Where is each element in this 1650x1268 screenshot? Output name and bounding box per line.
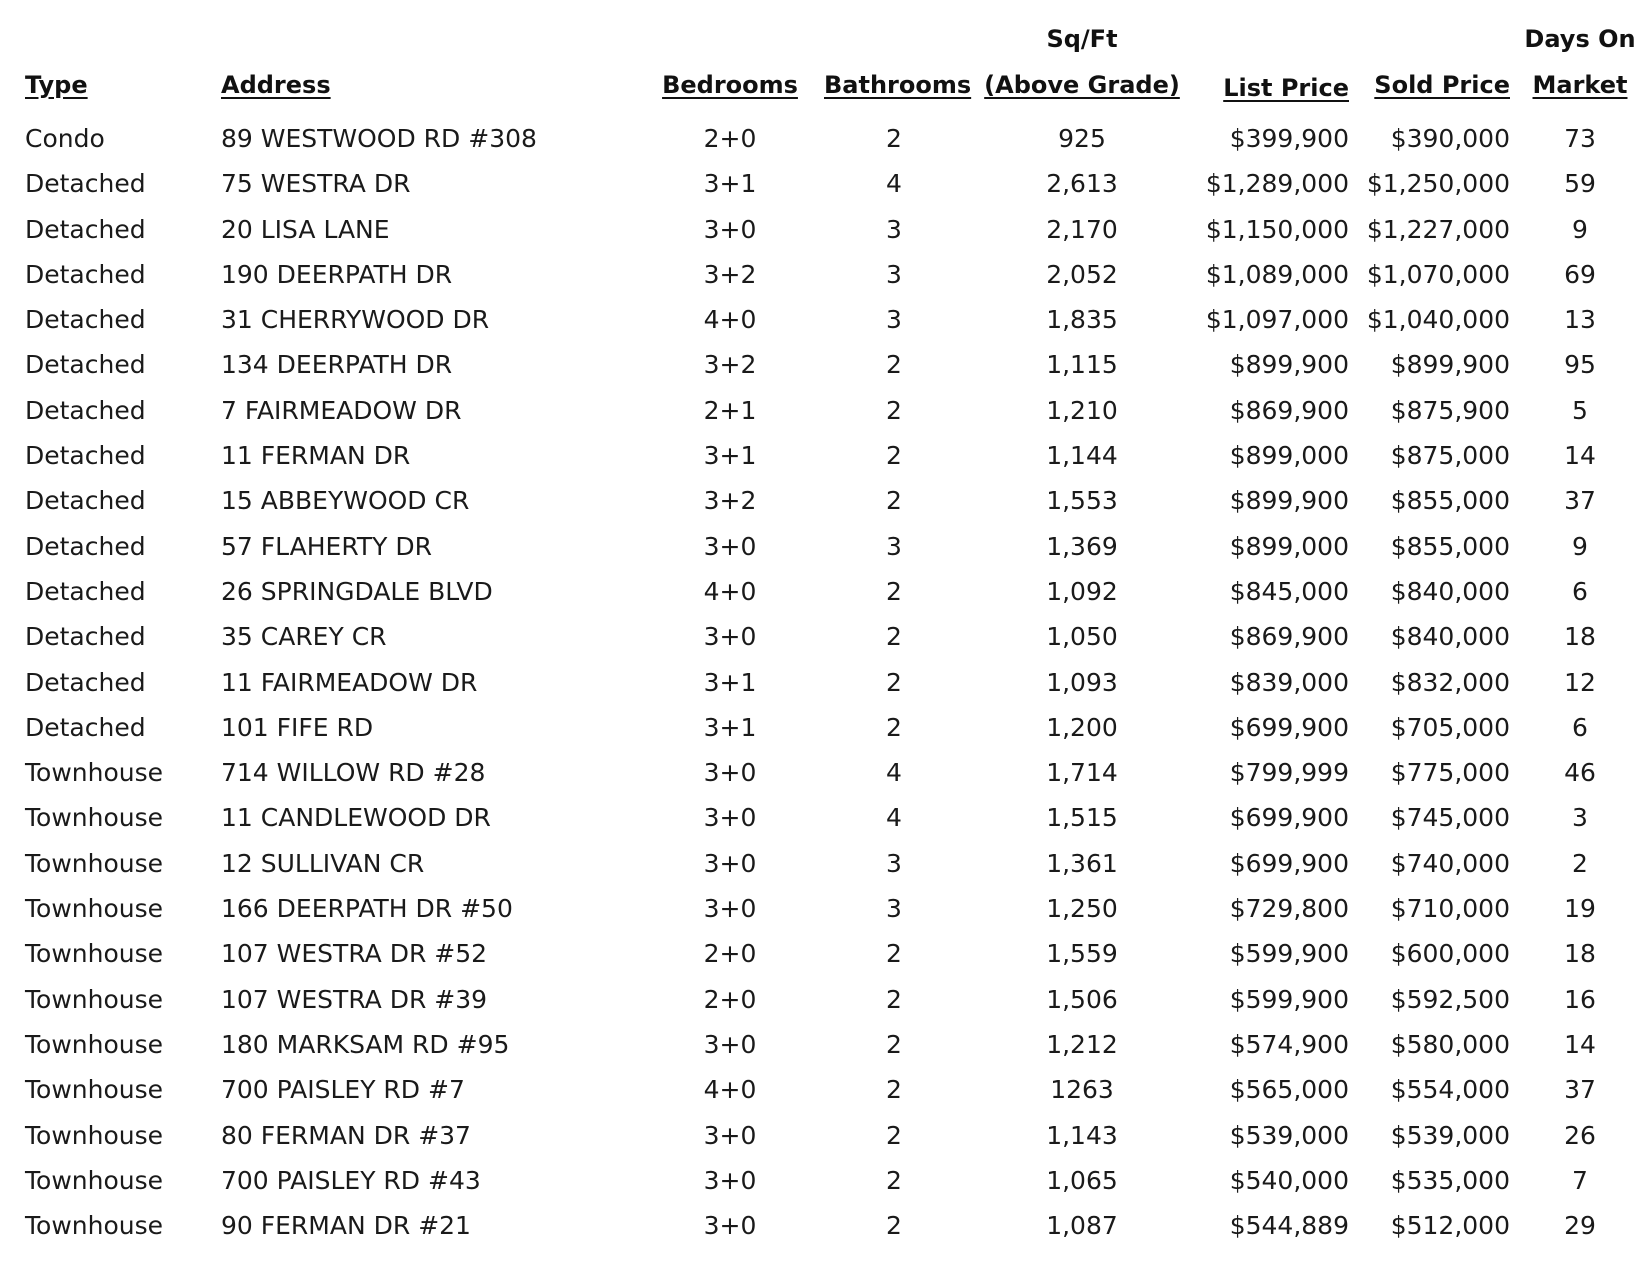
- table-row: [0, 116, 1650, 161]
- cell-address: 11 CANDLEWOOD DR: [221, 803, 491, 833]
- table-row: [0, 297, 1650, 342]
- cell-bedrooms: 3+0: [703, 848, 757, 878]
- cell-bathrooms: 4: [886, 169, 902, 199]
- cell-sqft: 1,210: [1046, 395, 1118, 425]
- cell-type: Detached: [25, 576, 146, 606]
- cell-type: Townhouse: [25, 894, 164, 924]
- cell-bedrooms: 4+0: [703, 576, 757, 606]
- cell-type: Townhouse: [25, 1075, 164, 1105]
- cell-type: Townhouse: [25, 1211, 164, 1241]
- header-dom-bottom: Market: [1532, 71, 1628, 99]
- cell-days-on-market: 59: [1564, 169, 1596, 199]
- cell-sold-price: $899,900: [1390, 350, 1510, 380]
- cell-days-on-market: 26: [1564, 1120, 1596, 1150]
- cell-sqft: 1,093: [1046, 667, 1118, 697]
- cell-sold-price: $535,000: [1390, 1165, 1510, 1195]
- cell-bathrooms: 2: [886, 667, 902, 697]
- cell-type: Townhouse: [25, 848, 164, 878]
- cell-days-on-market: 9: [1572, 531, 1588, 561]
- cell-sqft: 1,559: [1046, 939, 1118, 969]
- cell-bathrooms: 2: [886, 124, 902, 153]
- cell-sqft: 1263: [1050, 1075, 1114, 1105]
- cell-address: 89 WESTWOOD RD #308: [221, 124, 537, 153]
- cell-address: 90 FERMAN DR #21: [221, 1211, 471, 1241]
- table-row: [0, 1067, 1650, 1112]
- table-row: [0, 161, 1650, 206]
- cell-bedrooms: 3+1: [703, 441, 757, 471]
- cell-sqft: 1,200: [1046, 712, 1118, 742]
- cell-bathrooms: 3: [886, 259, 902, 289]
- cell-days-on-market: 37: [1564, 1075, 1596, 1105]
- cell-list-price: $699,900: [1229, 848, 1349, 878]
- cell-address: 101 FIFE RD: [221, 712, 374, 742]
- table-row: [0, 841, 1650, 886]
- cell-days-on-market: 46: [1564, 758, 1596, 788]
- table-row: [0, 252, 1650, 297]
- cell-sold-price: $775,000: [1390, 758, 1510, 788]
- cell-bedrooms: 2+0: [703, 984, 757, 1014]
- cell-sqft: 1,369: [1046, 531, 1118, 561]
- cell-bathrooms: 2: [886, 486, 902, 516]
- cell-bedrooms: 3+0: [703, 1120, 757, 1150]
- header-sold-price: Sold Price: [1374, 71, 1510, 99]
- cell-list-price: $729,800: [1229, 894, 1349, 924]
- cell-type: Detached: [25, 712, 146, 742]
- cell-sqft: 1,515: [1046, 803, 1118, 833]
- cell-list-price: $544,889: [1229, 1211, 1349, 1241]
- cell-type: Detached: [25, 305, 146, 335]
- cell-bathrooms: 3: [886, 305, 902, 335]
- cell-bathrooms: 3: [886, 894, 902, 924]
- table-row: [0, 1113, 1650, 1158]
- cell-days-on-market: 6: [1572, 576, 1588, 606]
- cell-list-price: $599,900: [1229, 984, 1349, 1014]
- cell-list-price: $540,000: [1229, 1165, 1349, 1195]
- cell-type: Detached: [25, 486, 146, 516]
- cell-address: 714 WILLOW RD #28: [221, 758, 486, 788]
- cell-bedrooms: 3+1: [703, 712, 757, 742]
- cell-days-on-market: 9: [1572, 214, 1588, 244]
- cell-type: Detached: [25, 531, 146, 561]
- cell-list-price: $899,900: [1229, 350, 1349, 380]
- cell-bedrooms: 2+0: [703, 939, 757, 969]
- cell-sqft: 1,714: [1046, 758, 1118, 788]
- cell-list-price: $869,900: [1229, 622, 1349, 652]
- cell-bedrooms: 3+2: [703, 486, 757, 516]
- table-row: [0, 977, 1650, 1022]
- cell-sold-price: $1,227,000: [1366, 214, 1510, 244]
- cell-sqft: 1,050: [1046, 622, 1118, 652]
- cell-bedrooms: 4+0: [703, 1075, 757, 1105]
- cell-sold-price: $580,000: [1390, 1029, 1510, 1059]
- cell-sold-price: $705,000: [1390, 712, 1510, 742]
- table-row: [0, 433, 1650, 478]
- cell-bedrooms: 2+0: [703, 124, 757, 153]
- cell-address: 107 WESTRA DR #39: [221, 984, 488, 1014]
- cell-days-on-market: 3: [1572, 803, 1588, 833]
- cell-list-price: $899,000: [1229, 441, 1349, 471]
- cell-days-on-market: 13: [1564, 305, 1596, 335]
- cell-bedrooms: 3+0: [703, 214, 757, 244]
- table-row: [0, 207, 1650, 252]
- cell-sqft: 1,506: [1046, 984, 1118, 1014]
- cell-type: Detached: [25, 214, 146, 244]
- table-row: [0, 569, 1650, 614]
- cell-sqft: 1,115: [1046, 350, 1118, 380]
- header-sqft-top: Sq/Ft: [1046, 25, 1118, 53]
- cell-list-price: $839,000: [1229, 667, 1349, 697]
- cell-sqft: 1,835: [1046, 305, 1118, 335]
- cell-days-on-market: 18: [1564, 622, 1596, 652]
- cell-address: 26 SPRINGDALE BLVD: [221, 576, 493, 606]
- table-row: [0, 705, 1650, 750]
- cell-sold-price: $832,000: [1390, 667, 1510, 697]
- cell-sold-price: $855,000: [1390, 531, 1510, 561]
- table-row: [0, 660, 1650, 705]
- cell-bedrooms: 3+0: [703, 894, 757, 924]
- cell-days-on-market: 18: [1564, 939, 1596, 969]
- cell-bathrooms: 3: [886, 531, 902, 561]
- table-row: [0, 388, 1650, 433]
- cell-sqft: 1,144: [1046, 441, 1118, 471]
- cell-address: 20 LISA LANE: [221, 214, 390, 244]
- cell-type: Detached: [25, 169, 146, 199]
- cell-bedrooms: 3+0: [703, 531, 757, 561]
- cell-bathrooms: 2: [886, 1165, 902, 1195]
- cell-days-on-market: 7: [1572, 1165, 1588, 1195]
- cell-address: 75 WESTRA DR: [221, 169, 411, 199]
- cell-days-on-market: 14: [1564, 1029, 1596, 1059]
- cell-sold-price: $840,000: [1390, 576, 1510, 606]
- cell-days-on-market: 95: [1564, 350, 1596, 380]
- cell-days-on-market: 19: [1564, 894, 1596, 924]
- table-row: [0, 524, 1650, 569]
- cell-bathrooms: 2: [886, 350, 902, 380]
- cell-list-price: $1,289,000: [1205, 169, 1349, 199]
- cell-type: Detached: [25, 395, 146, 425]
- header-address: Address: [221, 71, 331, 99]
- cell-days-on-market: 73: [1564, 124, 1596, 153]
- cell-days-on-market: 16: [1564, 984, 1596, 1014]
- cell-bathrooms: 3: [886, 214, 902, 244]
- cell-list-price: $899,900: [1229, 486, 1349, 516]
- cell-type: Condo: [25, 124, 105, 153]
- cell-days-on-market: 29: [1564, 1211, 1596, 1241]
- header-bathrooms: Bathrooms: [824, 71, 972, 99]
- cell-address: 107 WESTRA DR #52: [221, 939, 488, 969]
- cell-sqft: 1,250: [1046, 894, 1118, 924]
- cell-bedrooms: 3+0: [703, 1165, 757, 1195]
- table-row: [0, 1203, 1650, 1248]
- cell-bedrooms: 2+1: [703, 395, 757, 425]
- cell-address: 134 DEERPATH DR: [221, 350, 453, 380]
- cell-list-price: $699,900: [1229, 712, 1349, 742]
- cell-bathrooms: 2: [886, 1029, 902, 1059]
- table-row: [0, 342, 1650, 387]
- cell-address: 11 FAIRMEADOW DR: [221, 667, 478, 697]
- cell-sqft: 2,613: [1046, 169, 1118, 199]
- cell-sold-price: $592,500: [1390, 984, 1510, 1014]
- cell-list-price: $539,000: [1229, 1120, 1349, 1150]
- cell-list-price: $1,097,000: [1205, 305, 1349, 335]
- cell-bedrooms: 3+0: [703, 803, 757, 833]
- cell-sold-price: $745,000: [1390, 803, 1510, 833]
- cell-list-price: $565,000: [1229, 1075, 1349, 1105]
- cell-list-price: $1,089,000: [1205, 259, 1349, 289]
- cell-bathrooms: 2: [886, 576, 902, 606]
- cell-list-price: $699,900: [1229, 803, 1349, 833]
- cell-address: 80 FERMAN DR #37: [221, 1120, 471, 1150]
- cell-sold-price: $855,000: [1390, 486, 1510, 516]
- cell-bedrooms: 3+2: [703, 259, 757, 289]
- header-sqft-bottom: (Above Grade): [984, 71, 1180, 99]
- cell-address: 7 FAIRMEADOW DR: [221, 395, 462, 425]
- cell-type: Townhouse: [25, 758, 164, 788]
- cell-sold-price: $390,000: [1390, 124, 1510, 153]
- cell-sold-price: $1,040,000: [1366, 305, 1510, 335]
- cell-sold-price: $1,250,000: [1366, 169, 1510, 199]
- cell-type: Detached: [25, 622, 146, 652]
- cell-bedrooms: 3+0: [703, 1029, 757, 1059]
- cell-sqft: 1,361: [1046, 848, 1118, 878]
- cell-address: 180 MARKSAM RD #95: [221, 1029, 510, 1059]
- cell-type: Detached: [25, 350, 146, 380]
- cell-days-on-market: 6: [1572, 712, 1588, 742]
- header-dom-top: Days On: [1524, 25, 1636, 53]
- table-row: [0, 795, 1650, 840]
- cell-days-on-market: 2: [1572, 848, 1588, 878]
- cell-sqft: 925: [1058, 124, 1106, 153]
- cell-bathrooms: 2: [886, 395, 902, 425]
- table-row: [0, 931, 1650, 976]
- cell-sqft: 2,170: [1046, 214, 1118, 244]
- cell-sold-price: $600,000: [1390, 939, 1510, 969]
- cell-list-price: $869,900: [1229, 395, 1349, 425]
- cell-bathrooms: 3: [886, 848, 902, 878]
- table-row: [0, 886, 1650, 931]
- cell-days-on-market: 14: [1564, 441, 1596, 471]
- cell-type: Townhouse: [25, 803, 164, 833]
- cell-list-price: $899,000: [1229, 531, 1349, 561]
- cell-bathrooms: 2: [886, 1120, 902, 1150]
- cell-bathrooms: 2: [886, 984, 902, 1014]
- header-type: Type: [25, 71, 88, 99]
- cell-bathrooms: 2: [886, 712, 902, 742]
- cell-sold-price: $710,000: [1390, 894, 1510, 924]
- cell-sold-price: $840,000: [1390, 622, 1510, 652]
- cell-address: 11 FERMAN DR: [221, 441, 411, 471]
- cell-type: Detached: [25, 259, 146, 289]
- table-row: [0, 1022, 1650, 1067]
- cell-list-price: $599,900: [1229, 939, 1349, 969]
- table-row: [0, 478, 1650, 523]
- header-list-price: List Price: [1223, 74, 1349, 102]
- header-bedrooms: Bedrooms: [662, 71, 798, 99]
- cell-bathrooms: 2: [886, 1075, 902, 1105]
- cell-sold-price: $875,000: [1390, 441, 1510, 471]
- table-body: [0, 116, 1650, 1248]
- cell-bedrooms: 3+1: [703, 169, 757, 199]
- cell-sqft: 1,087: [1046, 1211, 1118, 1241]
- table-row: [0, 614, 1650, 659]
- cell-bathrooms: 2: [886, 441, 902, 471]
- cell-address: 700 PAISLEY RD #43: [221, 1165, 481, 1195]
- cell-type: Townhouse: [25, 1029, 164, 1059]
- cell-days-on-market: 69: [1564, 259, 1596, 289]
- cell-sold-price: $740,000: [1390, 848, 1510, 878]
- cell-type: Detached: [25, 667, 146, 697]
- cell-list-price: $1,150,000: [1205, 214, 1349, 244]
- cell-days-on-market: 12: [1564, 667, 1596, 697]
- cell-type: Townhouse: [25, 1165, 164, 1195]
- cell-bathrooms: 2: [886, 1211, 902, 1241]
- cell-bathrooms: 2: [886, 939, 902, 969]
- cell-bedrooms: 3+1: [703, 667, 757, 697]
- cell-address: 190 DEERPATH DR: [221, 259, 453, 289]
- cell-list-price: $799,999: [1229, 758, 1349, 788]
- cell-sold-price: $539,000: [1390, 1120, 1510, 1150]
- cell-address: 57 FLAHERTY DR: [221, 531, 432, 561]
- cell-sold-price: $512,000: [1390, 1211, 1510, 1241]
- cell-sqft: 1,143: [1046, 1120, 1118, 1150]
- cell-days-on-market: 37: [1564, 486, 1596, 516]
- cell-address: 35 CAREY CR: [221, 622, 387, 652]
- cell-type: Detached: [25, 441, 146, 471]
- cell-list-price: $399,900: [1229, 124, 1349, 153]
- cell-bathrooms: 2: [886, 622, 902, 652]
- cell-bedrooms: 3+2: [703, 350, 757, 380]
- cell-address: 12 SULLIVAN CR: [221, 848, 425, 878]
- cell-address: 15 ABBEYWOOD CR: [221, 486, 470, 516]
- cell-sold-price: $1,070,000: [1366, 259, 1510, 289]
- cell-bedrooms: 3+0: [703, 758, 757, 788]
- cell-type: Townhouse: [25, 939, 164, 969]
- cell-sqft: 1,553: [1046, 486, 1118, 516]
- cell-sold-price: $875,900: [1390, 395, 1510, 425]
- cell-address: 700 PAISLEY RD #7: [221, 1075, 465, 1105]
- cell-address: 31 CHERRYWOOD DR: [221, 305, 490, 335]
- cell-list-price: $574,900: [1229, 1029, 1349, 1059]
- cell-bathrooms: 4: [886, 803, 902, 833]
- cell-bathrooms: 4: [886, 758, 902, 788]
- cell-sqft: 1,065: [1046, 1165, 1118, 1195]
- table-row: [0, 750, 1650, 795]
- cell-bedrooms: 3+0: [703, 1211, 757, 1241]
- cell-address: 166 DEERPATH DR #50: [221, 894, 513, 924]
- cell-bedrooms: 3+0: [703, 622, 757, 652]
- cell-type: Townhouse: [25, 1120, 164, 1150]
- cell-sqft: 2,052: [1046, 259, 1118, 289]
- cell-sqft: 1,212: [1046, 1029, 1118, 1059]
- cell-list-price: $845,000: [1229, 576, 1349, 606]
- table-row: [0, 1158, 1650, 1203]
- cell-bedrooms: 4+0: [703, 305, 757, 335]
- cell-sold-price: $554,000: [1390, 1075, 1510, 1105]
- cell-type: Townhouse: [25, 984, 164, 1014]
- cell-sqft: 1,092: [1046, 576, 1118, 606]
- cell-days-on-market: 5: [1572, 395, 1588, 425]
